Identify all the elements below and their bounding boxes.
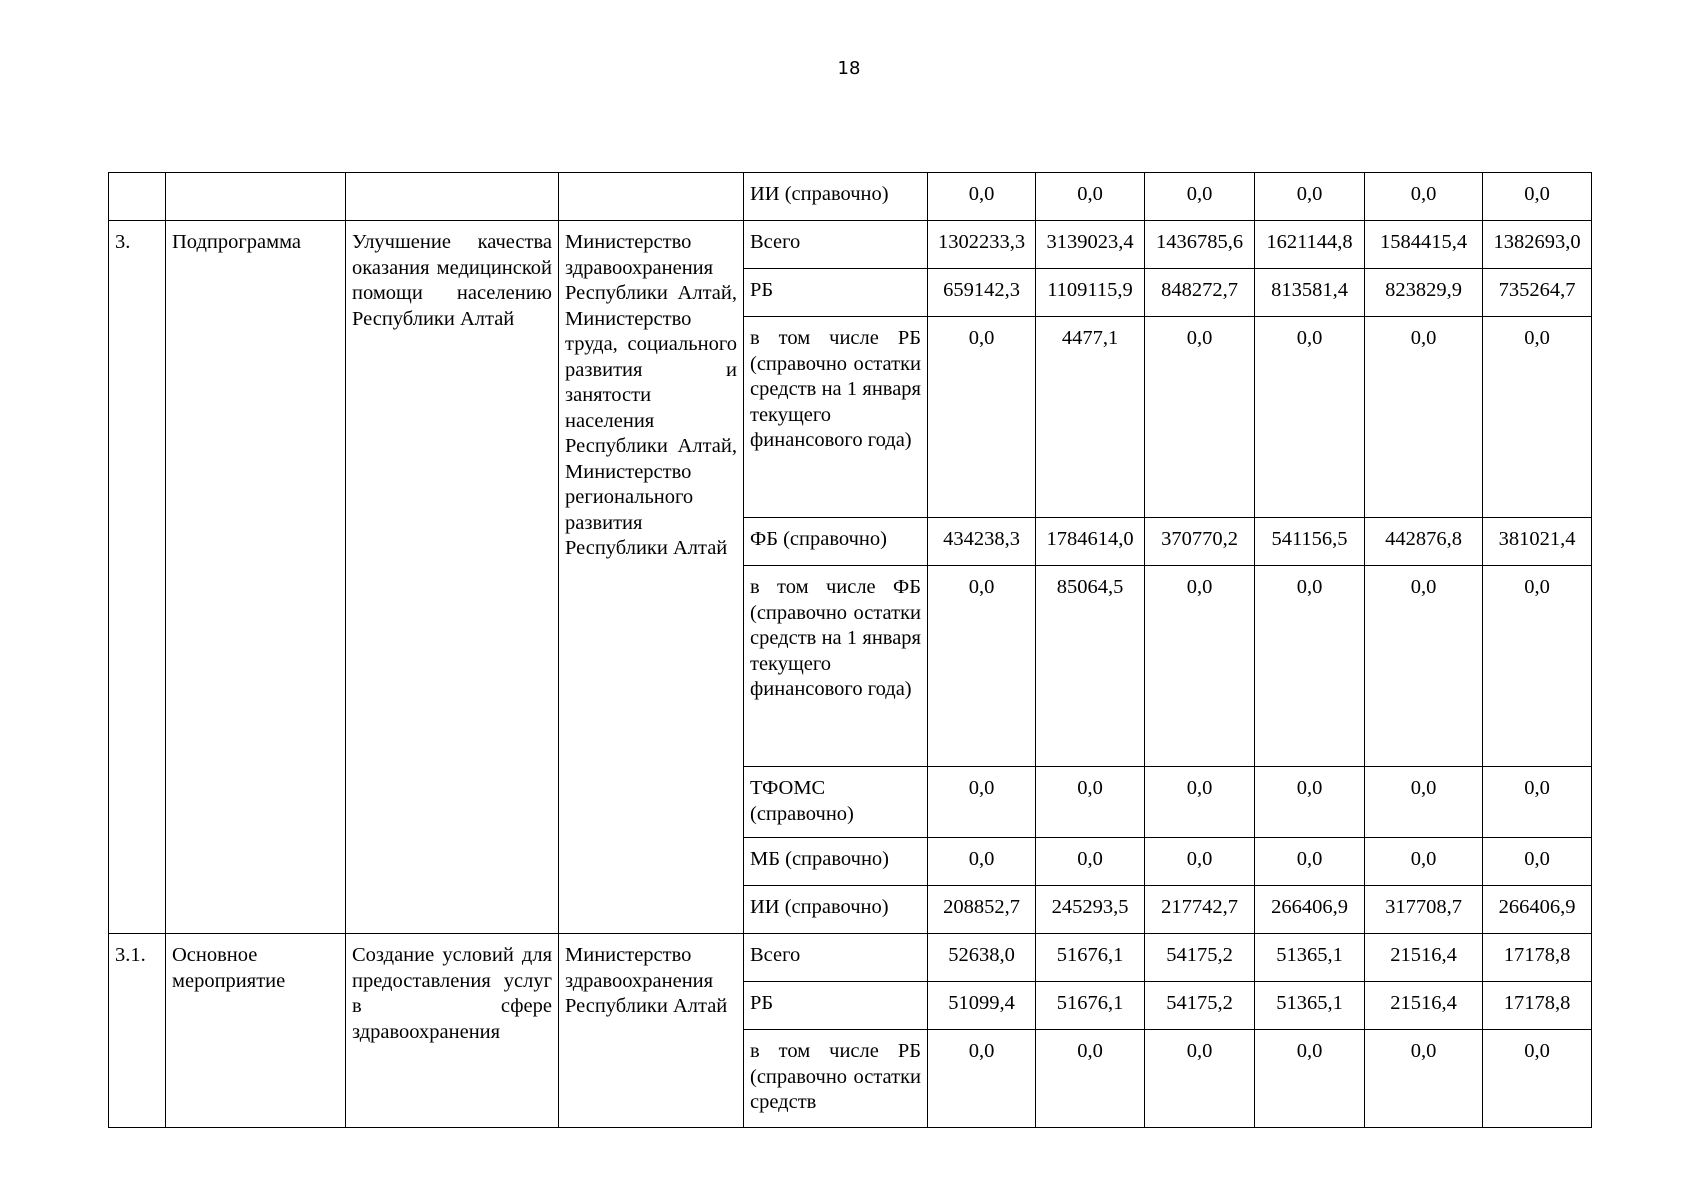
empty-cell bbox=[559, 173, 744, 221]
value-cell: 51365,1 bbox=[1255, 934, 1365, 982]
value-cell: 0,0 bbox=[1036, 767, 1145, 838]
value-cell: 0,0 bbox=[1365, 566, 1483, 767]
value-cell: 0,0 bbox=[1483, 566, 1592, 767]
value-cell: 0,0 bbox=[1036, 1030, 1145, 1128]
row-number: 3.1. bbox=[109, 934, 166, 1128]
value-cell: 54175,2 bbox=[1145, 934, 1255, 982]
value-cell: 0,0 bbox=[1483, 1030, 1592, 1128]
funding-source: Всего bbox=[744, 221, 928, 269]
funding-source: МБ (справочно) bbox=[744, 838, 928, 886]
value-cell: 17178,8 bbox=[1483, 982, 1592, 1030]
value-cell: 85064,5 bbox=[1036, 566, 1145, 767]
value-cell: 217742,7 bbox=[1145, 886, 1255, 934]
value-cell: 21516,4 bbox=[1365, 934, 1483, 982]
value-cell: 51099,4 bbox=[928, 982, 1036, 1030]
funding-source: в том числе ФБ (справочно остатки средств на 1 января текущего финансового года) bbox=[744, 566, 928, 767]
value-cell: 0,0 bbox=[928, 838, 1036, 886]
row-type: Основное мероприятие bbox=[166, 934, 346, 1128]
value-cell: 370770,2 bbox=[1145, 518, 1255, 566]
table-row bbox=[109, 934, 1592, 982]
value-cell: 0,0 bbox=[1255, 838, 1365, 886]
value-cell: 208852,7 bbox=[928, 886, 1036, 934]
budget-table bbox=[108, 172, 1592, 1128]
value-cell: 0,0 bbox=[1145, 767, 1255, 838]
value-cell: 0,0 bbox=[1145, 566, 1255, 767]
value-cell: 0,0 bbox=[928, 1030, 1036, 1128]
value-cell: 0,0 bbox=[1365, 1030, 1483, 1128]
value-cell: 0,0 bbox=[1483, 317, 1592, 518]
value-cell: 0,0 bbox=[1483, 838, 1592, 886]
value-cell: 848272,7 bbox=[1145, 269, 1255, 317]
value-cell: 0,0 bbox=[1036, 838, 1145, 886]
value-cell: 0,0 bbox=[1255, 566, 1365, 767]
funding-source: РБ bbox=[744, 982, 928, 1030]
value-cell: 0,0 bbox=[1483, 173, 1592, 221]
value-cell: 0,0 bbox=[928, 767, 1036, 838]
value-cell: 0,0 bbox=[1036, 173, 1145, 221]
table-row bbox=[109, 173, 1592, 221]
value-cell: 245293,5 bbox=[1036, 886, 1145, 934]
value-cell: 659142,3 bbox=[928, 269, 1036, 317]
value-cell: 54175,2 bbox=[1145, 982, 1255, 1030]
value-cell: 0,0 bbox=[928, 173, 1036, 221]
value-cell: 0,0 bbox=[1145, 317, 1255, 518]
table-row bbox=[109, 221, 1592, 269]
value-cell: 51365,1 bbox=[1255, 982, 1365, 1030]
value-cell: 0,0 bbox=[1255, 767, 1365, 838]
value-cell: 0,0 bbox=[1365, 767, 1483, 838]
value-cell: 0,0 bbox=[1255, 317, 1365, 518]
value-cell: 21516,4 bbox=[1365, 982, 1483, 1030]
value-cell: 51676,1 bbox=[1036, 982, 1145, 1030]
value-cell: 1436785,6 bbox=[1145, 221, 1255, 269]
value-cell: 0,0 bbox=[1365, 317, 1483, 518]
page-number: 18 bbox=[837, 58, 861, 79]
value-cell: 0,0 bbox=[1145, 173, 1255, 221]
value-cell: 0,0 bbox=[1483, 767, 1592, 838]
value-cell: 434238,3 bbox=[928, 518, 1036, 566]
row-number: 3. bbox=[109, 221, 166, 934]
funding-source: ФБ (справочно) bbox=[744, 518, 928, 566]
value-cell: 17178,8 bbox=[1483, 934, 1592, 982]
value-cell: 823829,9 bbox=[1365, 269, 1483, 317]
value-cell: 442876,8 bbox=[1365, 518, 1483, 566]
value-cell: 541156,5 bbox=[1255, 518, 1365, 566]
empty-cell bbox=[166, 173, 346, 221]
row-title: Улучшение качества оказания медицинской помощи населению Республики Алтай bbox=[346, 221, 559, 934]
row-executor: Министерство здравоохранения Республики Алтай bbox=[559, 934, 744, 1128]
value-cell: 266406,9 bbox=[1255, 886, 1365, 934]
row-type: Подпрограмма bbox=[166, 221, 346, 934]
value-cell: 317708,7 bbox=[1365, 886, 1483, 934]
funding-source: в том числе РБ (справочно остатки средств bbox=[744, 1030, 928, 1128]
value-cell: 4477,1 bbox=[1036, 317, 1145, 518]
funding-source: Всего bbox=[744, 934, 928, 982]
value-cell: 0,0 bbox=[1145, 838, 1255, 886]
value-cell: 1784614,0 bbox=[1036, 518, 1145, 566]
value-cell: 3139023,4 bbox=[1036, 221, 1145, 269]
value-cell: 1584415,4 bbox=[1365, 221, 1483, 269]
funding-source: ИИ (справочно) bbox=[744, 173, 928, 221]
funding-source: ИИ (справочно) bbox=[744, 886, 928, 934]
empty-cell bbox=[346, 173, 559, 221]
value-cell: 0,0 bbox=[928, 566, 1036, 767]
funding-source: в том числе РБ (справочно остатки средств на 1 января текущего финансового года) bbox=[744, 317, 928, 518]
value-cell: 0,0 bbox=[928, 317, 1036, 518]
value-cell: 1302233,3 bbox=[928, 221, 1036, 269]
empty-cell bbox=[109, 173, 166, 221]
value-cell: 51676,1 bbox=[1036, 934, 1145, 982]
value-cell: 0,0 bbox=[1255, 1030, 1365, 1128]
row-title: Создание условий для предоставления услуг в сфере здравоохранения bbox=[346, 934, 559, 1128]
value-cell: 0,0 bbox=[1255, 173, 1365, 221]
funding-source: ТФОМС (справочно) bbox=[744, 767, 928, 838]
row-executor: Министерство здравоохранения Республики Алтай, Министерство труда, социального развития и занятости населения Республики Алтай, Министерство регионального развития Республики Алтай bbox=[559, 221, 744, 934]
value-cell: 381021,4 bbox=[1483, 518, 1592, 566]
value-cell: 735264,7 bbox=[1483, 269, 1592, 317]
value-cell: 52638,0 bbox=[928, 934, 1036, 982]
value-cell: 1621144,8 bbox=[1255, 221, 1365, 269]
funding-source: РБ bbox=[744, 269, 928, 317]
value-cell: 0,0 bbox=[1365, 838, 1483, 886]
value-cell: 1109115,9 bbox=[1036, 269, 1145, 317]
value-cell: 813581,4 bbox=[1255, 269, 1365, 317]
value-cell: 266406,9 bbox=[1483, 886, 1592, 934]
value-cell: 0,0 bbox=[1365, 173, 1483, 221]
value-cell: 0,0 bbox=[1145, 1030, 1255, 1128]
value-cell: 1382693,0 bbox=[1483, 221, 1592, 269]
